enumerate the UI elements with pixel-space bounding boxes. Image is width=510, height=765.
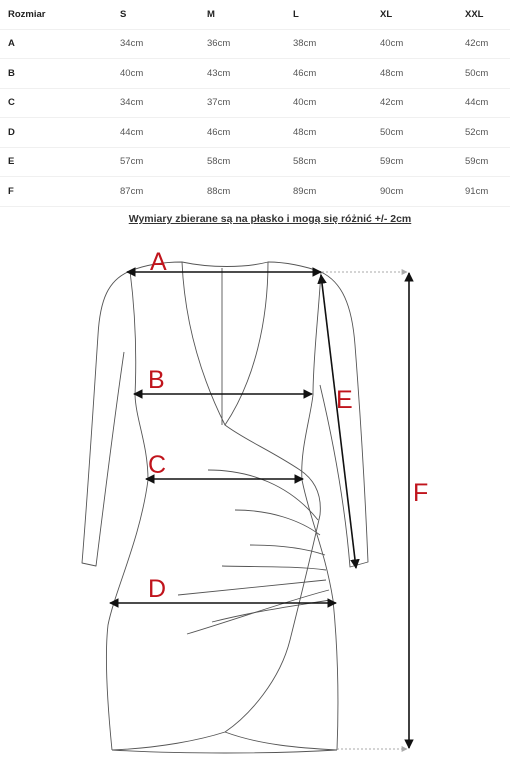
label-e: E — [336, 386, 353, 414]
dress-outline — [82, 262, 368, 753]
label-b: B — [148, 366, 165, 394]
table-cell: 37cm — [207, 88, 293, 118]
table-cell: 59cm — [465, 147, 510, 177]
header-m: M — [207, 0, 293, 29]
table-cell: 42cm — [465, 29, 510, 59]
table-cell: 90cm — [380, 177, 465, 207]
table-cell: 40cm — [380, 29, 465, 59]
label-a: A — [150, 248, 167, 276]
label-f: F — [413, 479, 429, 507]
table-cell: 58cm — [293, 147, 380, 177]
row-label: A — [0, 29, 120, 59]
table-cell: 44cm — [465, 88, 510, 118]
table-cell: 88cm — [207, 177, 293, 207]
table-cell: 59cm — [380, 147, 465, 177]
table-cell: 50cm — [380, 118, 465, 148]
table-cell: 46cm — [207, 118, 293, 148]
table-cell: 89cm — [293, 177, 380, 207]
header-l: L — [293, 0, 380, 29]
table-cell: 34cm — [120, 29, 207, 59]
table-cell: 87cm — [120, 177, 207, 207]
header-s: S — [120, 0, 207, 29]
table-cell: 40cm — [120, 59, 207, 89]
table-cell: 36cm — [207, 29, 293, 59]
header-xxl: XXL — [465, 0, 510, 29]
guide-lines — [322, 272, 407, 749]
measure-e-line — [321, 275, 356, 568]
header-size: Rozmiar — [0, 0, 120, 29]
table-cell: 44cm — [120, 118, 207, 148]
table-cell: 57cm — [120, 147, 207, 177]
table-cell: 50cm — [465, 59, 510, 89]
row-label: D — [0, 118, 120, 148]
table-cell: 46cm — [293, 59, 380, 89]
row-label: E — [0, 147, 120, 177]
table-cell: 48cm — [293, 118, 380, 148]
table-cell: 43cm — [207, 59, 293, 89]
row-label: B — [0, 59, 120, 89]
measurement-lines — [110, 272, 409, 748]
table-cell: 58cm — [207, 147, 293, 177]
row-label: C — [0, 88, 120, 118]
table-cell: 34cm — [120, 88, 207, 118]
table-cell: 48cm — [380, 59, 465, 89]
label-d: D — [148, 575, 167, 603]
table-cell: 52cm — [465, 118, 510, 148]
header-xl: XL — [380, 0, 465, 29]
table-cell: 38cm — [293, 29, 380, 59]
table-cell: 40cm — [293, 88, 380, 118]
measurement-note: Wymiary zbierane są na płasko i mogą się różnić +/- 2cm — [128, 213, 412, 225]
table-cell: 91cm — [465, 177, 510, 207]
table-cell: 42cm — [380, 88, 465, 118]
row-label: F — [0, 177, 120, 207]
label-c: C — [148, 451, 167, 479]
